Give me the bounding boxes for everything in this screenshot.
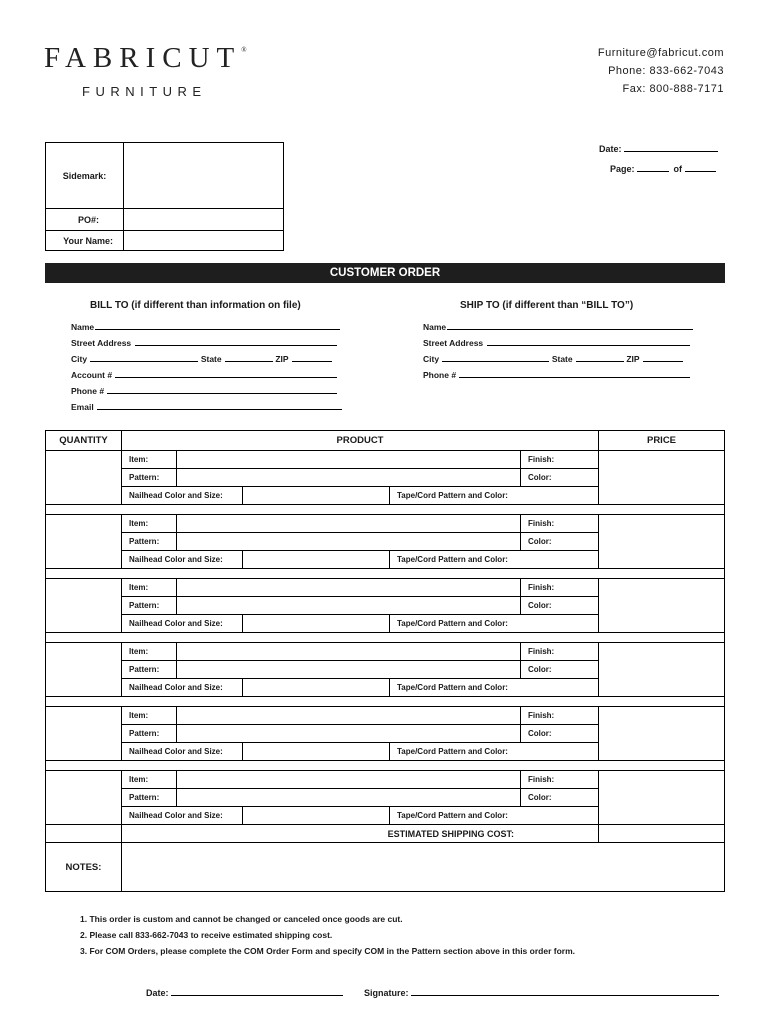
page-input[interactable] bbox=[637, 161, 669, 172]
quantity-input[interactable] bbox=[46, 825, 122, 843]
nailhead-label: Nailhead Color and Size: bbox=[122, 487, 243, 505]
row-spacer bbox=[46, 569, 725, 579]
customer-order-title: CUSTOMER ORDER bbox=[45, 263, 725, 283]
signature-field bbox=[364, 985, 719, 998]
quantity-input[interactable] bbox=[46, 515, 122, 569]
ship-to-heading: SHIP TO (if different than “BILL TO”) bbox=[460, 300, 634, 311]
bill-name-label: Name bbox=[71, 322, 95, 332]
tape-cord-label: Tape/Cord Pattern and Color: bbox=[390, 743, 599, 761]
ship-state-label: State bbox=[551, 354, 573, 364]
tape-cord-label: Tape/Cord Pattern and Color: bbox=[390, 679, 599, 697]
sidemark-label: Sidemark: bbox=[46, 143, 124, 209]
date-label: Date: bbox=[599, 144, 622, 154]
tape-cord-label: Tape/Cord Pattern and Color: bbox=[390, 487, 599, 505]
price-input[interactable] bbox=[599, 515, 725, 569]
price-header: PRICE bbox=[599, 431, 725, 451]
ship-phone-label: Phone # bbox=[423, 370, 457, 380]
order-table bbox=[45, 430, 725, 892]
ship-city-label: City bbox=[423, 354, 440, 364]
ship-phone-input[interactable] bbox=[459, 369, 690, 378]
ship-zip-label: ZIP bbox=[626, 354, 640, 364]
bill-account-label: Account # bbox=[71, 370, 113, 380]
bill-zip-label: ZIP bbox=[275, 354, 289, 364]
pattern-label: Pattern: bbox=[122, 533, 177, 551]
po-label: PO#: bbox=[46, 209, 124, 231]
pattern-label: Pattern: bbox=[122, 789, 177, 807]
nailhead-input[interactable] bbox=[243, 615, 390, 633]
bill-zip-input[interactable] bbox=[292, 353, 332, 362]
sidemark-input[interactable] bbox=[124, 143, 284, 209]
ship-name-input[interactable] bbox=[447, 321, 693, 330]
date-field bbox=[599, 141, 718, 154]
pattern-label: Pattern: bbox=[122, 469, 177, 487]
contact-email[interactable]: Furniture@fabricut.com bbox=[597, 47, 724, 59]
footnote-item: 1. This order is custom and cannot be changed or canceled once goods are cut. bbox=[80, 914, 403, 924]
your-name-input[interactable] bbox=[124, 231, 284, 251]
sign-date-label: Date: bbox=[146, 988, 169, 998]
brand-subtitle: FURNITURE bbox=[82, 84, 207, 99]
bill-name-input[interactable] bbox=[95, 321, 340, 330]
sign-date-field bbox=[146, 985, 343, 998]
signature-label: Signature: bbox=[364, 988, 409, 998]
po-input[interactable] bbox=[124, 209, 284, 231]
bill-city-input[interactable] bbox=[90, 353, 198, 362]
finish-label: Finish: bbox=[521, 451, 599, 469]
quantity-input[interactable] bbox=[46, 643, 122, 697]
item-label: Item: bbox=[122, 579, 177, 597]
item-label: Item: bbox=[122, 771, 177, 789]
pattern-input[interactable] bbox=[177, 789, 521, 807]
bill-street-input[interactable] bbox=[135, 337, 337, 346]
your-name-label: Your Name: bbox=[46, 231, 124, 251]
bill-email-label: Email bbox=[71, 402, 94, 412]
nailhead-input[interactable] bbox=[243, 807, 390, 825]
tape-cord-label: Tape/Cord Pattern and Color: bbox=[390, 615, 599, 633]
price-input[interactable] bbox=[599, 579, 725, 633]
row-spacer bbox=[46, 697, 725, 707]
item-input[interactable] bbox=[177, 771, 521, 789]
item-input[interactable] bbox=[177, 451, 521, 469]
item-label: Item: bbox=[122, 451, 177, 469]
page-field bbox=[610, 161, 716, 174]
nailhead-label: Nailhead Color and Size: bbox=[122, 807, 243, 825]
bill-state-input[interactable] bbox=[225, 353, 273, 362]
color-label: Color: bbox=[521, 725, 599, 743]
notes-label: NOTES: bbox=[46, 843, 122, 892]
shipping-cost-label: ESTIMATED SHIPPING COST: bbox=[122, 825, 599, 843]
item-input[interactable] bbox=[177, 643, 521, 661]
pattern-label: Pattern: bbox=[122, 725, 177, 743]
nailhead-input[interactable] bbox=[243, 743, 390, 761]
color-label: Color: bbox=[521, 469, 599, 487]
pattern-input[interactable] bbox=[177, 725, 521, 743]
nailhead-input[interactable] bbox=[243, 679, 390, 697]
ship-to-section bbox=[423, 321, 703, 385]
brand-logo: FABRICUT® bbox=[44, 42, 247, 74]
ship-city-input[interactable] bbox=[442, 353, 549, 362]
ship-state-input[interactable] bbox=[576, 353, 624, 362]
row-spacer bbox=[46, 761, 725, 771]
item-input[interactable] bbox=[177, 707, 521, 725]
date-input[interactable] bbox=[624, 141, 718, 152]
ship-name-label: Name bbox=[423, 322, 447, 332]
item-input[interactable] bbox=[177, 579, 521, 597]
pattern-input[interactable] bbox=[177, 469, 521, 487]
contact-info bbox=[598, 44, 724, 98]
tape-cord-label: Tape/Cord Pattern and Color: bbox=[390, 551, 599, 569]
pattern-input[interactable] bbox=[177, 661, 521, 679]
page-of-label: of bbox=[673, 164, 683, 174]
color-label: Color: bbox=[521, 533, 599, 551]
nailhead-input[interactable] bbox=[243, 551, 390, 569]
finish-label: Finish: bbox=[521, 643, 599, 661]
finish-label: Finish: bbox=[521, 707, 599, 725]
shipping-cost-input[interactable] bbox=[599, 825, 725, 843]
item-label: Item: bbox=[122, 643, 177, 661]
price-input[interactable] bbox=[599, 451, 725, 505]
item-label: Item: bbox=[122, 515, 177, 533]
bill-city-label: City bbox=[71, 354, 88, 364]
bill-state-label: State bbox=[200, 354, 222, 364]
finish-label: Finish: bbox=[521, 771, 599, 789]
price-input[interactable] bbox=[599, 707, 725, 761]
footnote-item: 2. Please call 833-662-7043 to receive estimated shipping cost. bbox=[80, 930, 333, 940]
color-label: Color: bbox=[521, 661, 599, 679]
product-header: PRODUCT bbox=[122, 431, 599, 451]
nailhead-label: Nailhead Color and Size: bbox=[122, 615, 243, 633]
color-label: Color: bbox=[521, 789, 599, 807]
nailhead-label: Nailhead Color and Size: bbox=[122, 679, 243, 697]
page-total-input[interactable] bbox=[685, 161, 716, 172]
finish-label: Finish: bbox=[521, 579, 599, 597]
footnote-item: 3. For COM Orders, please complete the COM Order Form and specify COM in the Pattern section above in this order form. bbox=[80, 946, 575, 956]
price-input[interactable] bbox=[599, 771, 725, 825]
nailhead-label: Nailhead Color and Size: bbox=[122, 551, 243, 569]
bill-to-section bbox=[71, 321, 351, 417]
bill-email-input[interactable] bbox=[97, 401, 342, 410]
row-spacer bbox=[46, 633, 725, 643]
page-label: Page: bbox=[610, 164, 635, 174]
ship-street-input[interactable] bbox=[487, 337, 690, 346]
pattern-input[interactable] bbox=[177, 597, 521, 615]
item-input[interactable] bbox=[177, 515, 521, 533]
notes-input[interactable] bbox=[122, 843, 725, 892]
nailhead-label: Nailhead Color and Size: bbox=[122, 743, 243, 761]
bill-street-label: Street Address bbox=[71, 338, 132, 348]
bill-phone-label: Phone # bbox=[71, 386, 105, 396]
finish-label: Finish: bbox=[521, 515, 599, 533]
pattern-label: Pattern: bbox=[122, 597, 177, 615]
row-spacer bbox=[46, 505, 725, 515]
quantity-input[interactable] bbox=[46, 451, 122, 505]
tape-cord-label: Tape/Cord Pattern and Color: bbox=[390, 807, 599, 825]
price-input[interactable] bbox=[599, 643, 725, 697]
footnotes bbox=[80, 911, 575, 959]
bill-to-heading: BILL TO (if different than information on file) bbox=[90, 300, 301, 311]
quantity-input[interactable] bbox=[46, 771, 122, 825]
color-label: Color: bbox=[521, 597, 599, 615]
bill-phone-input[interactable] bbox=[107, 385, 337, 394]
ship-zip-input[interactable] bbox=[643, 353, 683, 362]
quantity-header: QUANTITY bbox=[46, 431, 122, 451]
pattern-label: Pattern: bbox=[122, 661, 177, 679]
contact-phone: Phone: 833-662-7043 bbox=[608, 65, 724, 77]
item-label: Item: bbox=[122, 707, 177, 725]
header-box bbox=[45, 142, 284, 251]
quantity-input[interactable] bbox=[46, 707, 122, 761]
pattern-input[interactable] bbox=[177, 533, 521, 551]
sign-date-input[interactable] bbox=[171, 985, 343, 996]
nailhead-input[interactable] bbox=[243, 487, 390, 505]
ship-street-label: Street Address bbox=[423, 338, 484, 348]
quantity-input[interactable] bbox=[46, 579, 122, 633]
contact-fax: Fax: 800-888-7171 bbox=[622, 83, 724, 95]
signature-input[interactable] bbox=[411, 985, 719, 996]
bill-account-input[interactable] bbox=[115, 369, 337, 378]
